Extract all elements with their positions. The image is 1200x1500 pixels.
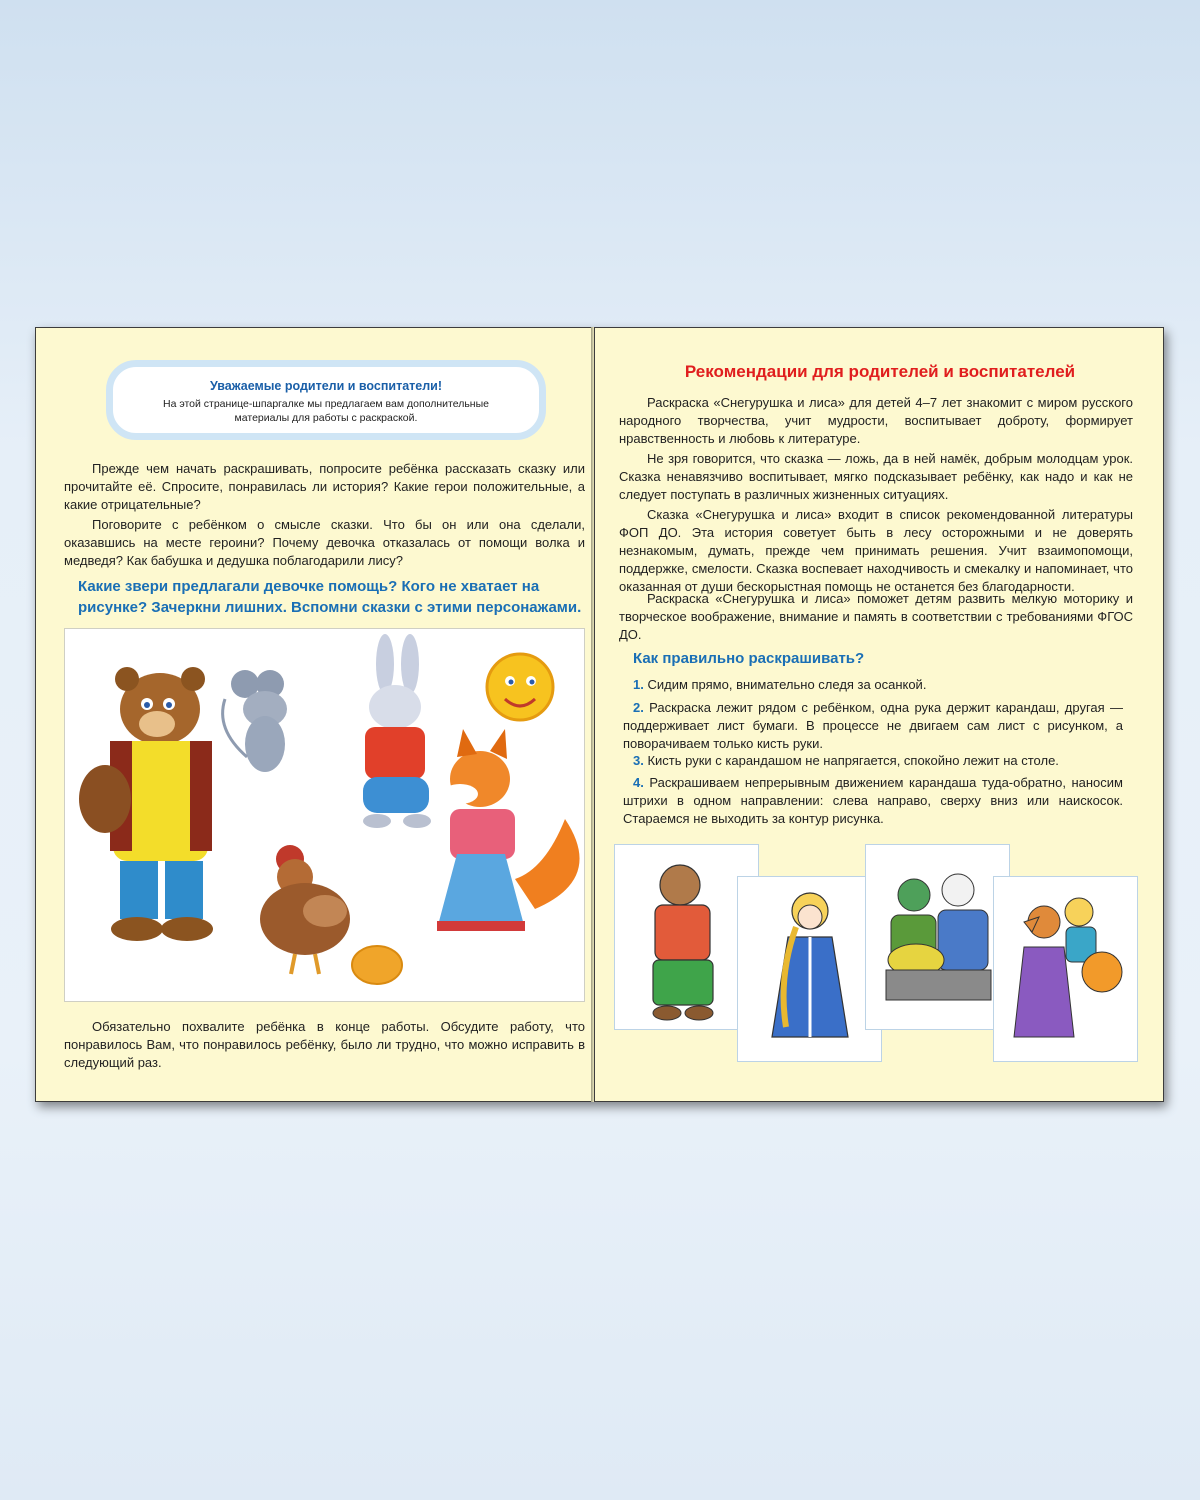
step-4-number: 4. <box>633 775 644 790</box>
discussion-paragraph: Поговорите с ребёнком о смысле сказки. Что бы он или она сделали, оказавшись на месте героини? Почему девочка отказалась от помощи волка и медведя? Как бабушка и дедушка поблагодарили лису? <box>64 517 585 568</box>
left-page <box>35 327 594 1102</box>
snegurushka-coloring-drawing <box>738 877 881 1061</box>
fox-illustration <box>437 729 580 931</box>
kolobok-illustration <box>487 654 553 720</box>
example-snegurushka-coloring <box>737 876 882 1062</box>
example-fox-girl-coloring <box>993 876 1138 1062</box>
rec-paragraph-4: Раскраска «Снегурушка и лиса» поможет детям развить мелкую моторику и творческое воображение, внимание и память в соответствии с требованиями ФГОС ДО. <box>619 591 1133 642</box>
recommendations-title: Рекомендации для родителей и воспитателей <box>684 362 1076 381</box>
step-4 <box>623 774 1123 828</box>
step-1 <box>623 676 1123 694</box>
rec-paragraph-3: Сказка «Снегурушка и лиса» входит в список рекомендованной литературы ФОП ДО. Эта история советует быть в лесу осторожными и не доверять незнакомым, думать, прежде чем принимать решения. Учит взаимопомощи, поддержке, смелости. Сказка воспевает находчивость и смекалку и напоминает, что оказанная от души бескорыстная помощь не останется без благодарности. <box>619 507 1133 594</box>
task-question: Какие звери предлагали девочке помощь? Кого не хватает на рисунке? Зачеркни лишних. Вспомни сказки с этими персонажами. <box>78 578 582 616</box>
step-1-number: 1. <box>633 677 644 692</box>
right-page <box>594 327 1164 1102</box>
step-4-text: Раскрашиваем непрерывным движением карандаша туда-обратно, наносим штрихи в одном направлении: слева направо, сверху вниз или наискосок. Стараемся не выходить за контур рисунка. <box>623 775 1123 826</box>
hen-illustration <box>260 845 350 974</box>
example-grandparents-coloring <box>865 844 1010 1030</box>
bear-illustration <box>79 667 213 941</box>
hare-illustration <box>363 634 431 828</box>
step-2-number: 2. <box>633 700 644 715</box>
characters-panel <box>64 628 585 1002</box>
mouse-illustration <box>223 670 287 772</box>
step-3 <box>623 752 1123 770</box>
step-3-number: 3. <box>633 753 644 768</box>
notice-text-line1: На этой странице-шпаргалке мы предлагаем вам дополнительные <box>162 398 489 410</box>
characters-illustration <box>65 629 584 1001</box>
step-2-text: Раскраска лежит рядом с ребёнком, одна рука держит карандаш, другая — поддерживает лист бумаги. В процессе не двигаем сам лист с рисунком, а поворачиваем только кисть руки. <box>623 700 1123 751</box>
open-book <box>35 327 1164 1102</box>
golden-egg-illustration <box>352 946 402 984</box>
closing-paragraph: Обязательно похвалите ребёнка в конце работы. Обсудите работу, что понравилось Вам, что понравилось ребёнку, было ли трудно, что можно исправить в следующий раз. <box>64 1019 585 1070</box>
rec-paragraph-2: Не зря говорится, что сказка — ложь, да в ней намёк, добрым молодцам урок. Сказка ненавязчиво воспитывает, мягко подсказывает ребёнку, как надо и как не следует поступать в различных жизненных ситуациях. <box>619 451 1133 502</box>
notice-box <box>106 360 546 440</box>
notice-text-line2: материалы для работы с раскраской. <box>234 412 418 424</box>
rec-paragraph-1: Раскраска «Снегурушка и лиса» для детей 4–7 лет знакомит с миром русского народного творчества, учит мудрости, воспитывает доброту, формирует нравственность и любовь к литературе. <box>619 395 1133 446</box>
step-2 <box>623 699 1123 753</box>
step-3-text: Кисть руки с карандашом не напрягается, спокойно лежит на столе. <box>647 753 1059 768</box>
how-to-color-title: Как правильно раскрашивать? <box>633 650 865 667</box>
fox-girl-coloring-drawing <box>994 877 1137 1061</box>
grandparents-coloring-drawing <box>866 845 1009 1029</box>
step-1-text: Сидим прямо, внимательно следя за осанкой. <box>647 677 927 692</box>
notice-text <box>113 397 539 425</box>
notice-title: Уважаемые родители и воспитатели! <box>209 379 443 393</box>
intro-paragraph: Прежде чем начать раскрашивать, попросите ребёнка рассказать сказку или прочитайте её. Спросите, понравилась ли история? Какие герои положительные, а какие отрицательные? <box>64 461 585 512</box>
